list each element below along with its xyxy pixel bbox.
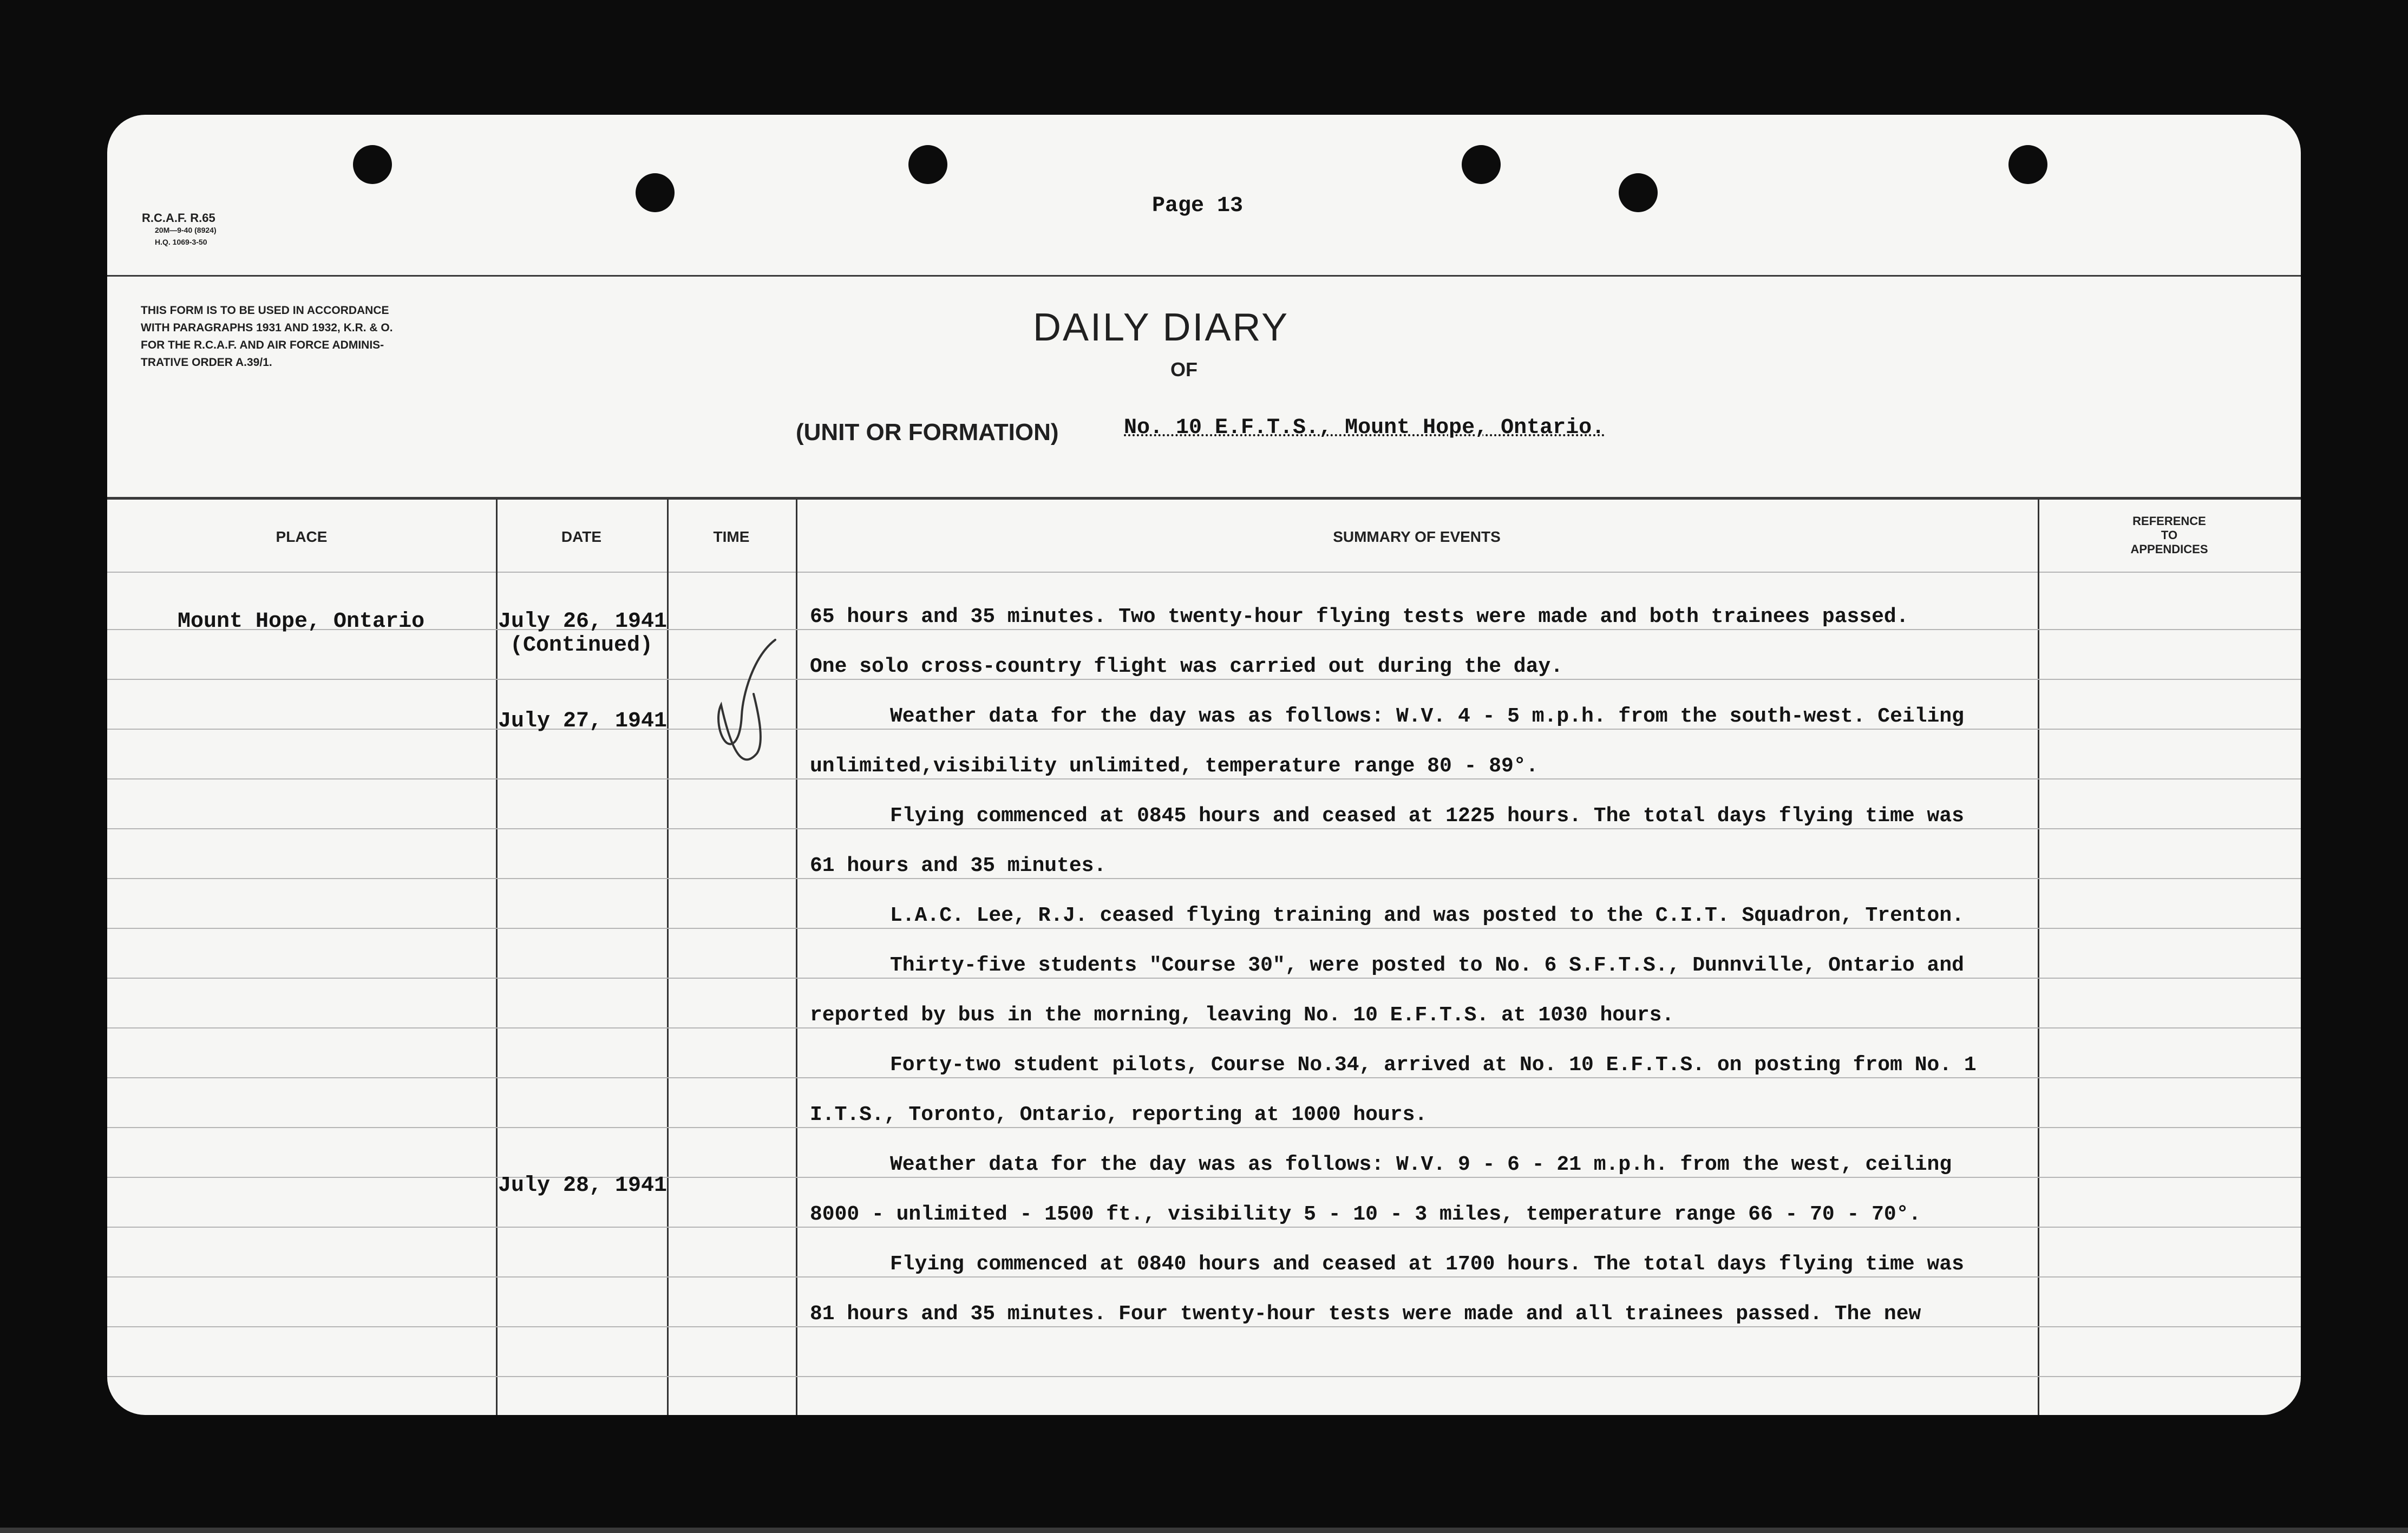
column-header-place: PLACE	[276, 528, 328, 545]
form-code-line: R.C.A.F. R.65	[142, 211, 215, 225]
date-note: (Continued)	[510, 633, 653, 658]
ledger-line	[107, 679, 2301, 680]
form-code-line: H.Q. 1069-3-50	[155, 238, 207, 246]
summary-line: Weather data for the day was as follows: W.V. 4 - 5 m.p.h. from the south-west. Ceiling	[890, 705, 1964, 728]
column-header-date: DATE	[561, 528, 602, 545]
instruction-line: TRATIVE ORDER A.39/1.	[141, 356, 272, 369]
punch-hole	[908, 145, 947, 184]
place-entry: Mount Hope, Ontario	[178, 610, 425, 634]
diary-form-card	[107, 115, 2301, 1415]
instruction-line: THIS FORM IS TO BE USED IN ACCORDANCE	[141, 304, 389, 317]
header-divider	[107, 275, 2301, 277]
summary-line: Thirty-five students "Course 30", were posted to No. 6 S.F.T.S., Dunnville, Ontario and	[890, 954, 1964, 977]
column-divider	[2038, 499, 2039, 1415]
ledger-line	[107, 778, 2301, 779]
ledger-line	[107, 928, 2301, 929]
reference-line: REFERENCE	[2132, 514, 2206, 528]
ledger-line	[107, 828, 2301, 829]
ledger-line	[107, 1177, 2301, 1178]
ledger-line	[107, 1227, 2301, 1228]
column-divider	[496, 499, 498, 1415]
page-title: DAILY DIARY	[1033, 306, 1290, 349]
page-number: Page 13	[1152, 194, 1244, 218]
column-header-rule	[107, 572, 2301, 573]
ledger-line	[107, 1027, 2301, 1028]
form-instructions	[141, 302, 393, 371]
reference-line: APPENDICES	[2130, 542, 2208, 556]
ledger-line	[107, 1376, 2301, 1377]
column-divider	[667, 499, 669, 1415]
date-entry: July 26, 1941	[498, 610, 668, 634]
ledger-line	[107, 1077, 2301, 1078]
summary-line: 61 hours and 35 minutes.	[810, 854, 1107, 877]
summary-line: Weather data for the day was as follows: W.V. 9 - 6 - 21 m.p.h. from the west, ceiling	[890, 1153, 1952, 1176]
film-edge-mark	[0, 1528, 2408, 1533]
reference-line: TO	[2161, 528, 2178, 542]
date-entry: July 27, 1941	[498, 709, 668, 733]
ledger-line	[107, 1276, 2301, 1277]
table-top-rule	[107, 497, 2301, 500]
punch-hole	[1462, 145, 1501, 184]
summary-line: 8000 - unlimited - 1500 ft., visibility 5 - 10 - 3 miles, temperature range 66 - 70 - 70°.	[810, 1203, 1921, 1226]
ledger-line	[107, 978, 2301, 979]
title-of: OF	[1170, 358, 1198, 381]
column-header-time: TIME	[713, 528, 750, 545]
form-code-line: 20M—9-40 (8924)	[155, 226, 217, 234]
column-header-summary: SUMMARY OF EVENTS	[1333, 528, 1501, 545]
form-code	[142, 212, 217, 248]
unit-name: No. 10 E.F.T.S., Mount Hope, Ontario.	[1124, 416, 1605, 440]
summary-line: 65 hours and 35 minutes. Two twenty-hour flying tests were made and both trainees passed.	[810, 605, 1909, 628]
ledger-line	[107, 729, 2301, 730]
ledger-line	[107, 1326, 2301, 1327]
ledger-line	[107, 629, 2301, 630]
summary-line: I.T.S., Toronto, Ontario, reporting at 1000 hours.	[810, 1103, 1428, 1126]
punch-hole	[353, 145, 392, 184]
punch-hole	[1619, 173, 1658, 212]
instruction-line: WITH PARAGRAPHS 1931 AND 1932, K.R. & O.	[141, 322, 393, 334]
summary-line: Flying commenced at 0840 hours and ceased at 1700 hours. The total days flying time was	[890, 1253, 1964, 1276]
punch-hole	[2008, 145, 2047, 184]
summary-line: Flying commenced at 0845 hours and ceased at 1225 hours. The total days flying time was	[890, 804, 1964, 828]
summary-line: L.A.C. Lee, R.J. ceased flying training and was posted to the C.I.T. Squadron, Trenton.	[890, 904, 1964, 927]
ledger-line	[107, 1127, 2301, 1128]
summary-line: reported by bus in the morning, leaving No. 10 E.F.T.S. at 1030 hours.	[810, 1004, 1674, 1027]
unit-label: (UNIT OR FORMATION)	[796, 419, 1059, 446]
instruction-line: FOR THE R.C.A.F. AND AIR FORCE ADMINIS-	[141, 339, 384, 351]
summary-line: Forty-two student pilots, Course No.34, arrived at No. 10 E.F.T.S. on posting from No. 1	[890, 1053, 1977, 1077]
ledger-line	[107, 878, 2301, 879]
date-entry: July 28, 1941	[498, 1174, 668, 1198]
punch-hole	[636, 173, 675, 212]
summary-line: One solo cross-country flight was carried out during the day.	[810, 655, 1563, 678]
summary-line: 81 hours and 35 minutes. Four twenty-hour tests were made and all trainees passed. The new	[810, 1302, 1921, 1326]
column-header-reference	[2038, 514, 2301, 556]
summary-line: unlimited,visibility unlimited, temperature range 80 - 89°.	[810, 755, 1539, 778]
